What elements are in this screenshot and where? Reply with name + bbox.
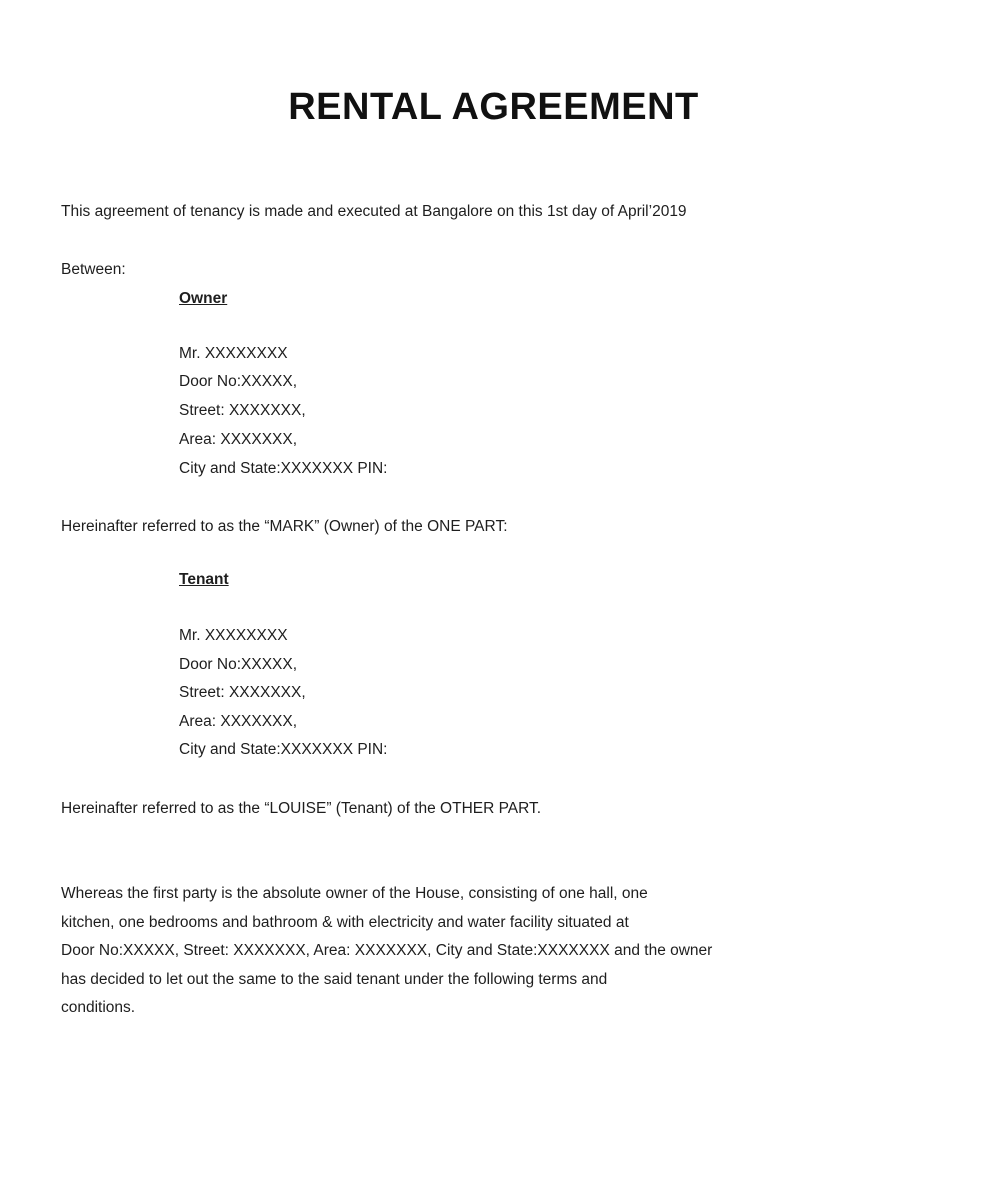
whereas-line: conditions. xyxy=(61,999,136,1016)
owner-street: Street: XXXXXXX, xyxy=(179,402,306,419)
between-label: Between: xyxy=(61,261,126,278)
tenant-name: Mr. XXXXXXXX xyxy=(179,627,288,644)
tenant-area: Area: XXXXXXX, xyxy=(179,713,298,730)
whereas-line: has decided to let out the same to the said tenant under the following terms and xyxy=(61,970,608,988)
tenant-referral-text: Hereinafter referred to as the “LOUISE” (Tenant) of the OTHER PART. xyxy=(61,800,542,817)
intro-text: This agreement of tenancy is made and executed at Bangalore on this 1st day of April’2019 xyxy=(61,203,687,220)
tenant-city-state: City and State:XXXXXXX PIN: xyxy=(179,741,388,758)
tenant-door: Door No:XXXXX, xyxy=(179,656,298,673)
whereas-line: kitchen, one bedrooms and bathroom & with electricity and water facility situated at xyxy=(61,913,629,931)
whereas-paragraph xyxy=(61,880,921,1023)
document-title: RENTAL AGREEMENT xyxy=(288,86,699,128)
tenant-street: Street: XXXXXXX, xyxy=(179,684,306,701)
tenant-heading: Tenant xyxy=(179,571,229,588)
owner-area: Area: XXXXXXX, xyxy=(179,431,298,448)
owner-door: Door No:XXXXX, xyxy=(179,373,298,390)
owner-heading: Owner xyxy=(179,290,228,307)
owner-name: Mr. XXXXXXXX xyxy=(179,345,288,362)
whereas-line: Door No:XXXXX, Street: XXXXXXX, Area: XXXXXXX, City and State:XXXXXXX and the owner xyxy=(61,942,713,959)
whereas-line: Whereas the first party is the absolute owner of the House, consisting of one hall, one xyxy=(61,885,648,902)
owner-referral-text: Hereinafter referred to as the “MARK” (Owner) of the ONE PART: xyxy=(61,518,508,535)
owner-city-state: City and State:XXXXXXX PIN: xyxy=(179,460,388,477)
